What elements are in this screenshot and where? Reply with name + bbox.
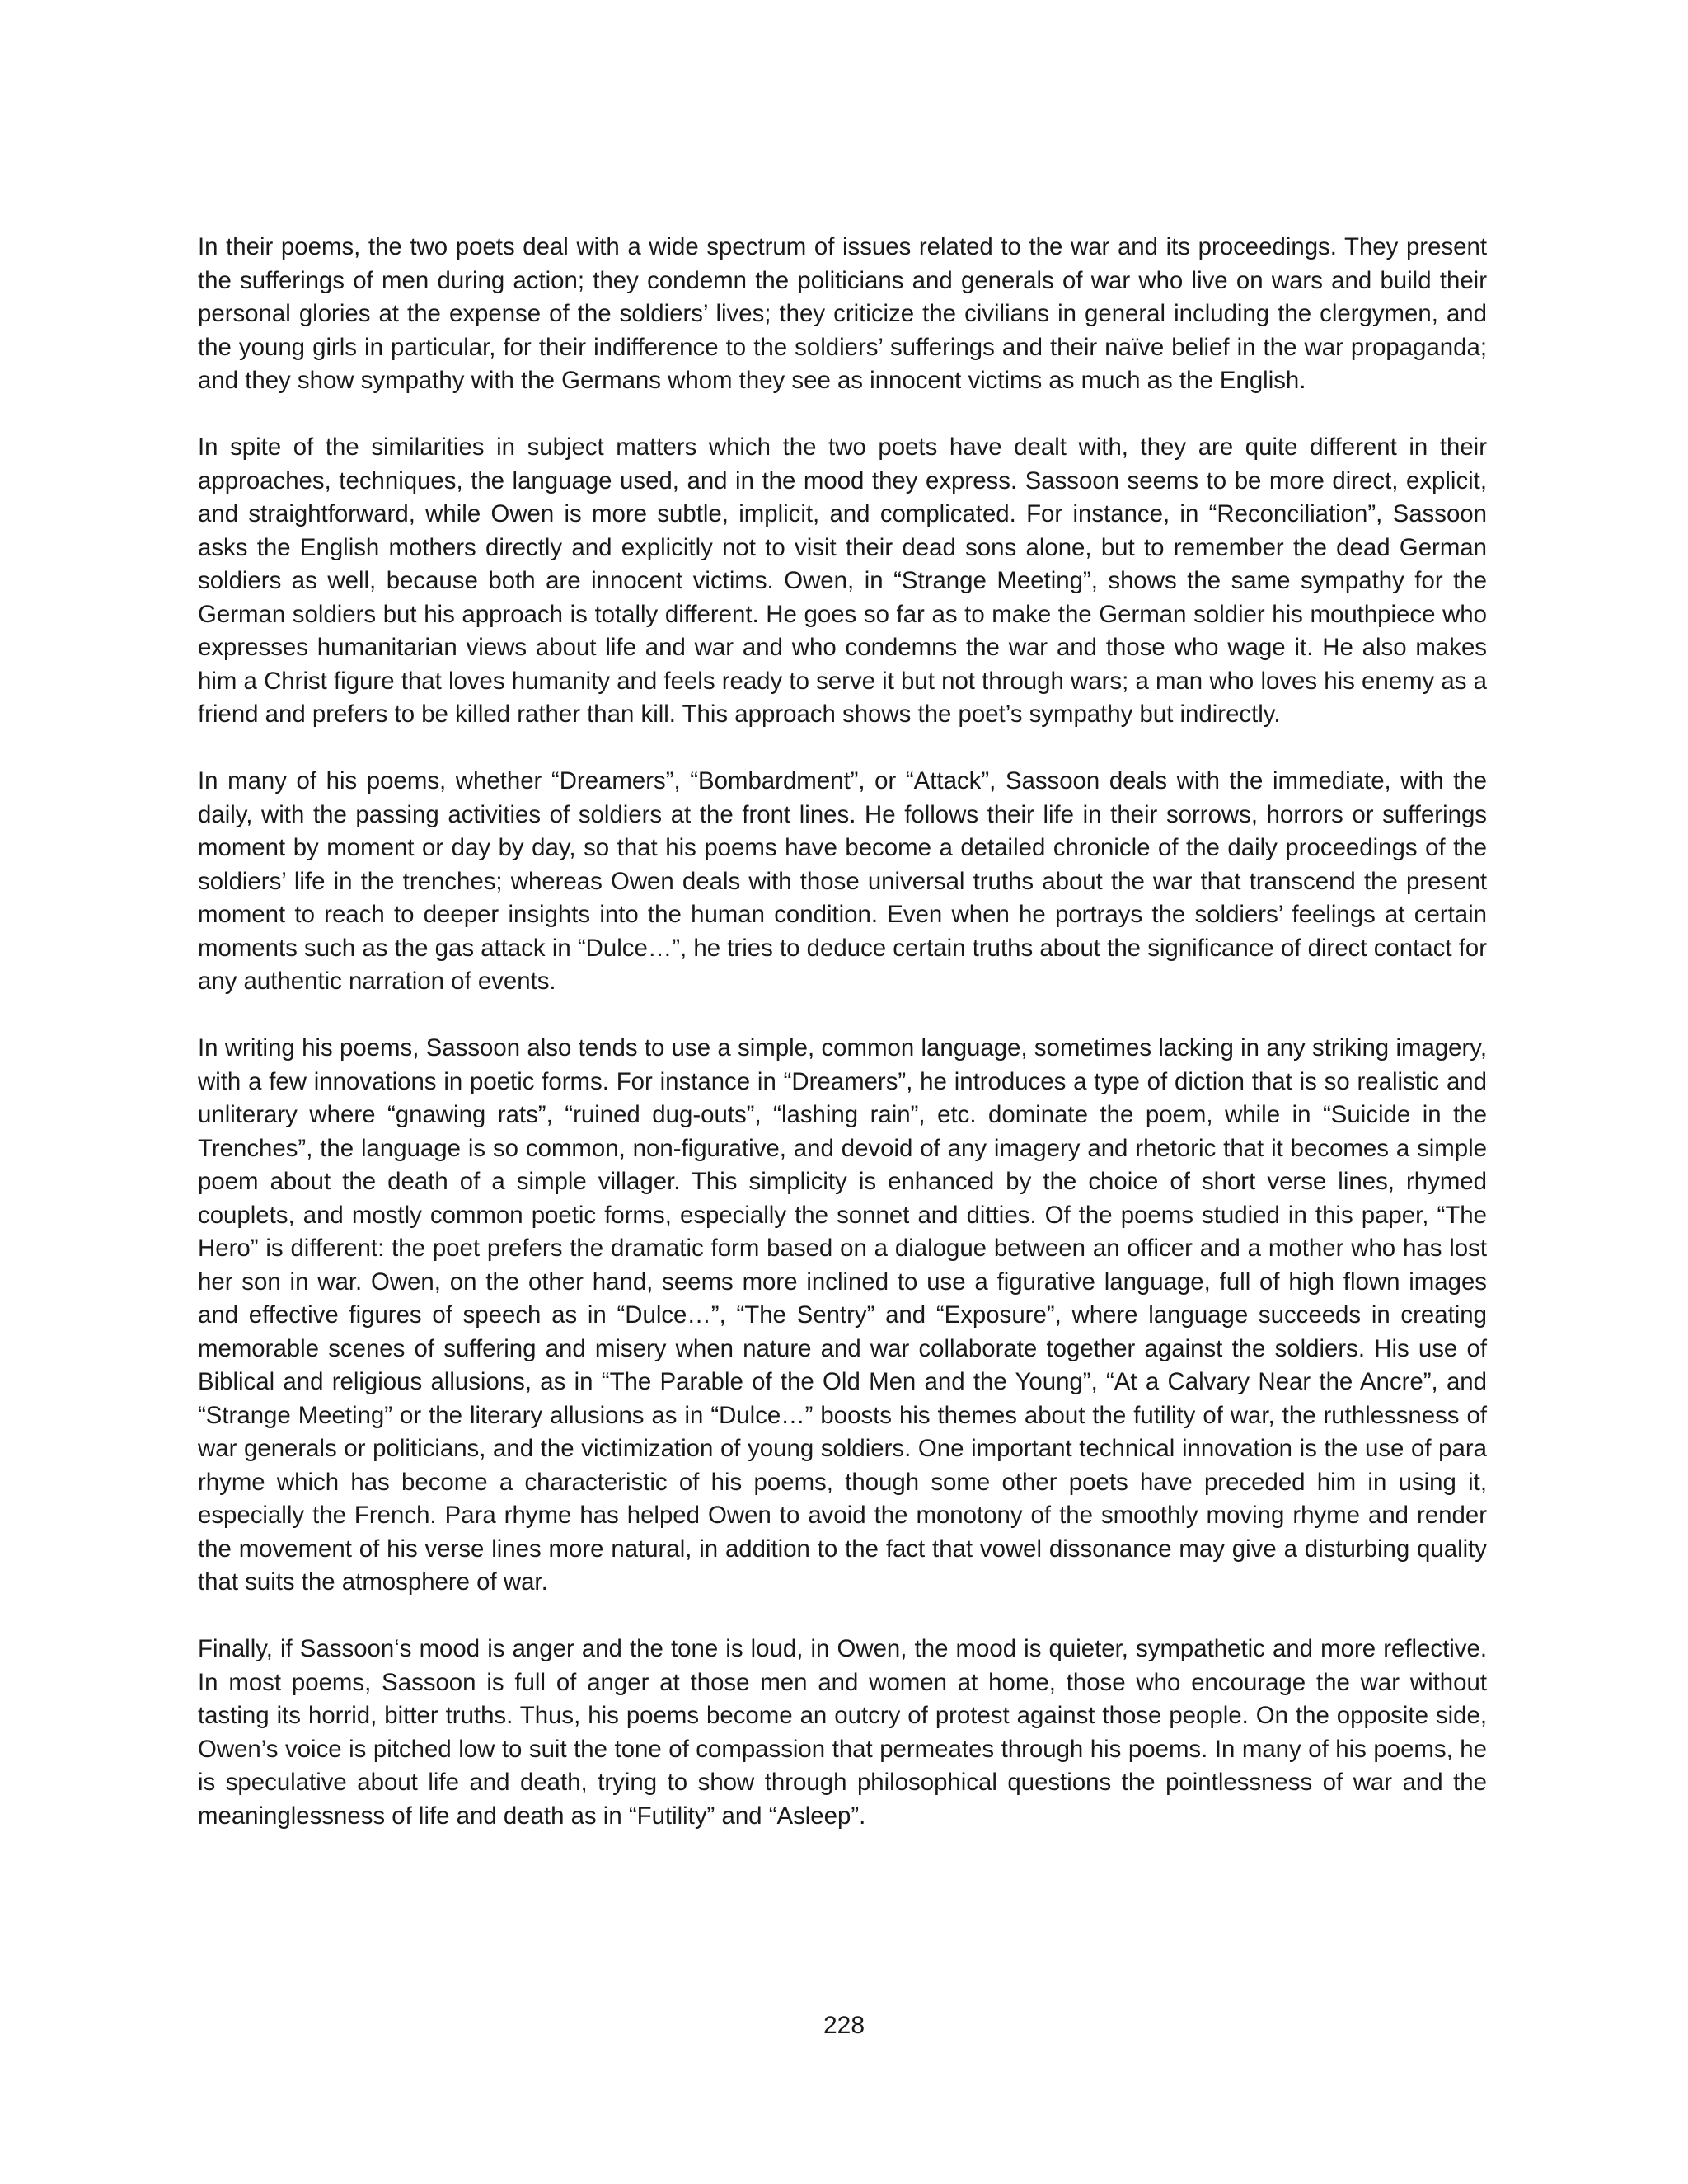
page-number: 228: [823, 2012, 865, 2039]
body-text: [198, 231, 1487, 1867]
paragraph-5: Finally, if Sassoon‘s mood is anger and the tone is loud, in Owen, the mood is quieter, sympathetic and more reflective. In most poems, Sassoon is full of anger at those men and women at home, those who encourage the war without tasting its horrid, bitter truths. Thus, his poems become an outcry of protest against those people. On the opposite side, Owen’s voice is pitched low to suit the tone of compassion that permeates through his poems. In many of his poems, he is speculative about life and death, trying to show through philosophical questions the pointlessness of war and the meaninglessness of life and death as in “Futility” and “Asleep”.: [198, 1635, 1487, 1830]
paragraph-4: In writing his poems, Sassoon also tends to use a simple, common language, sometimes lacking in any striking imagery, with a few innovations in poetic forms. For instance in “Dreamers”, he introduces a type of diction that is so realistic and unliterary where “gnawing rats”, “ruined dug-outs”, “lashing rain”, etc. dominate the poem, while in “Suicide in the Trenches”, the language is so common, non-figurative, and devoid of any imagery and rhetoric that it becomes a simple poem about the death of a simple villager. This simplicity is enhanced by the choice of short verse lines, rhymed couplets, and mostly common poetic forms, especially the sonnet and ditties. Of the poems studied in this paper, “The Hero” is different: the poet prefers the dramatic form based on a dialogue between an officer and a mother who has lost her son in war. Owen, on the other hand, seems more inclined to use a figurative language, full of high flown images and effective figures of speech as in “Dulce…”, “The Sentry” and “Exposure”, where language succeeds in creating memorable scenes of suffering and misery when nature and war collaborate together against the soldiers. His use of Biblical and religious allusions, as in “The Parable of the Old Men and the Young”, “At a Calvary Near the Ancre”, and “Strange Meeting” or the literary allusions as in “Dulce…” boosts his themes about the futility of war, the ruthlessness of war generals or politicians, and the victimization of young soldiers. One important technical innovation is the use of para rhyme which has become a characteristic of his poems, though some other poets have preceded him in using it, especially the French. Para rhyme has helped Owen to avoid the monotony of the smoothly moving rhyme and render the movement of his verse lines more natural, in addition to the fact that vowel dissonance may give a disturbing quality that suits the atmosphere of war.: [198, 1034, 1487, 1596]
paragraph-3: In many of his poems, whether “Dreamers”, “Bombardment”, or “Attack”, Sassoon deals with the immediate, with the daily, with the passing activities of soldiers at the front lines. He follows their life in their sorrows, horrors or sufferings moment by moment or day by day, so that his poems have become a detailed chronicle of the daily proceedings of the soldiers’ life in the trenches; whereas Owen deals with those universal truths about the war that transcend the present moment to reach to deeper insights into the human condition. Even when he portrays the soldiers’ feelings at certain moments such as the gas attack in “Dulce…”, he tries to deduce certain truths about the significance of direct contact for any authentic narration of events.: [198, 767, 1487, 995]
paragraph-1: In their poems, the two poets deal with a wide spectrum of issues related to the war and its proceedings. They present the sufferings of men during action; they condemn the politicians and generals of war who live on wars and build their personal glories at the expense of the soldiers’ lives; they criticize the civilians in general including the clergymen, and the young girls in particular, for their indifference to the soldiers’ sufferings and their naïve belief in the war propaganda; and they show sympathy with the Germans whom they see as innocent victims as much as the English.: [198, 233, 1487, 394]
paragraph-2: In spite of the similarities in subject matters which the two poets have dealt with, they are quite different in their approaches, techniques, the language used, and in the mood they express. Sassoon seems to be more direct, explicit, and straightforward, while Owen is more subtle, implicit, and complicated. For instance, in “Reconciliation”, Sassoon asks the English mothers directly and explicitly not to visit their dead sons alone, but to remember the dead German soldiers as well, because both are innocent victims. Owen, in “Strange Meeting”, shows the same sympathy for the German soldiers but his approach is totally different. He goes so far as to make the German soldier his mouthpiece who expresses humanitarian views about life and war and who condemns the war and those who wage it. He also makes him a Christ figure that loves humanity and feels ready to serve it but not through wars; a man who loves his enemy as a friend and prefers to be killed rather than kill. This approach shows the poet’s sympathy but indirectly.: [198, 434, 1487, 728]
